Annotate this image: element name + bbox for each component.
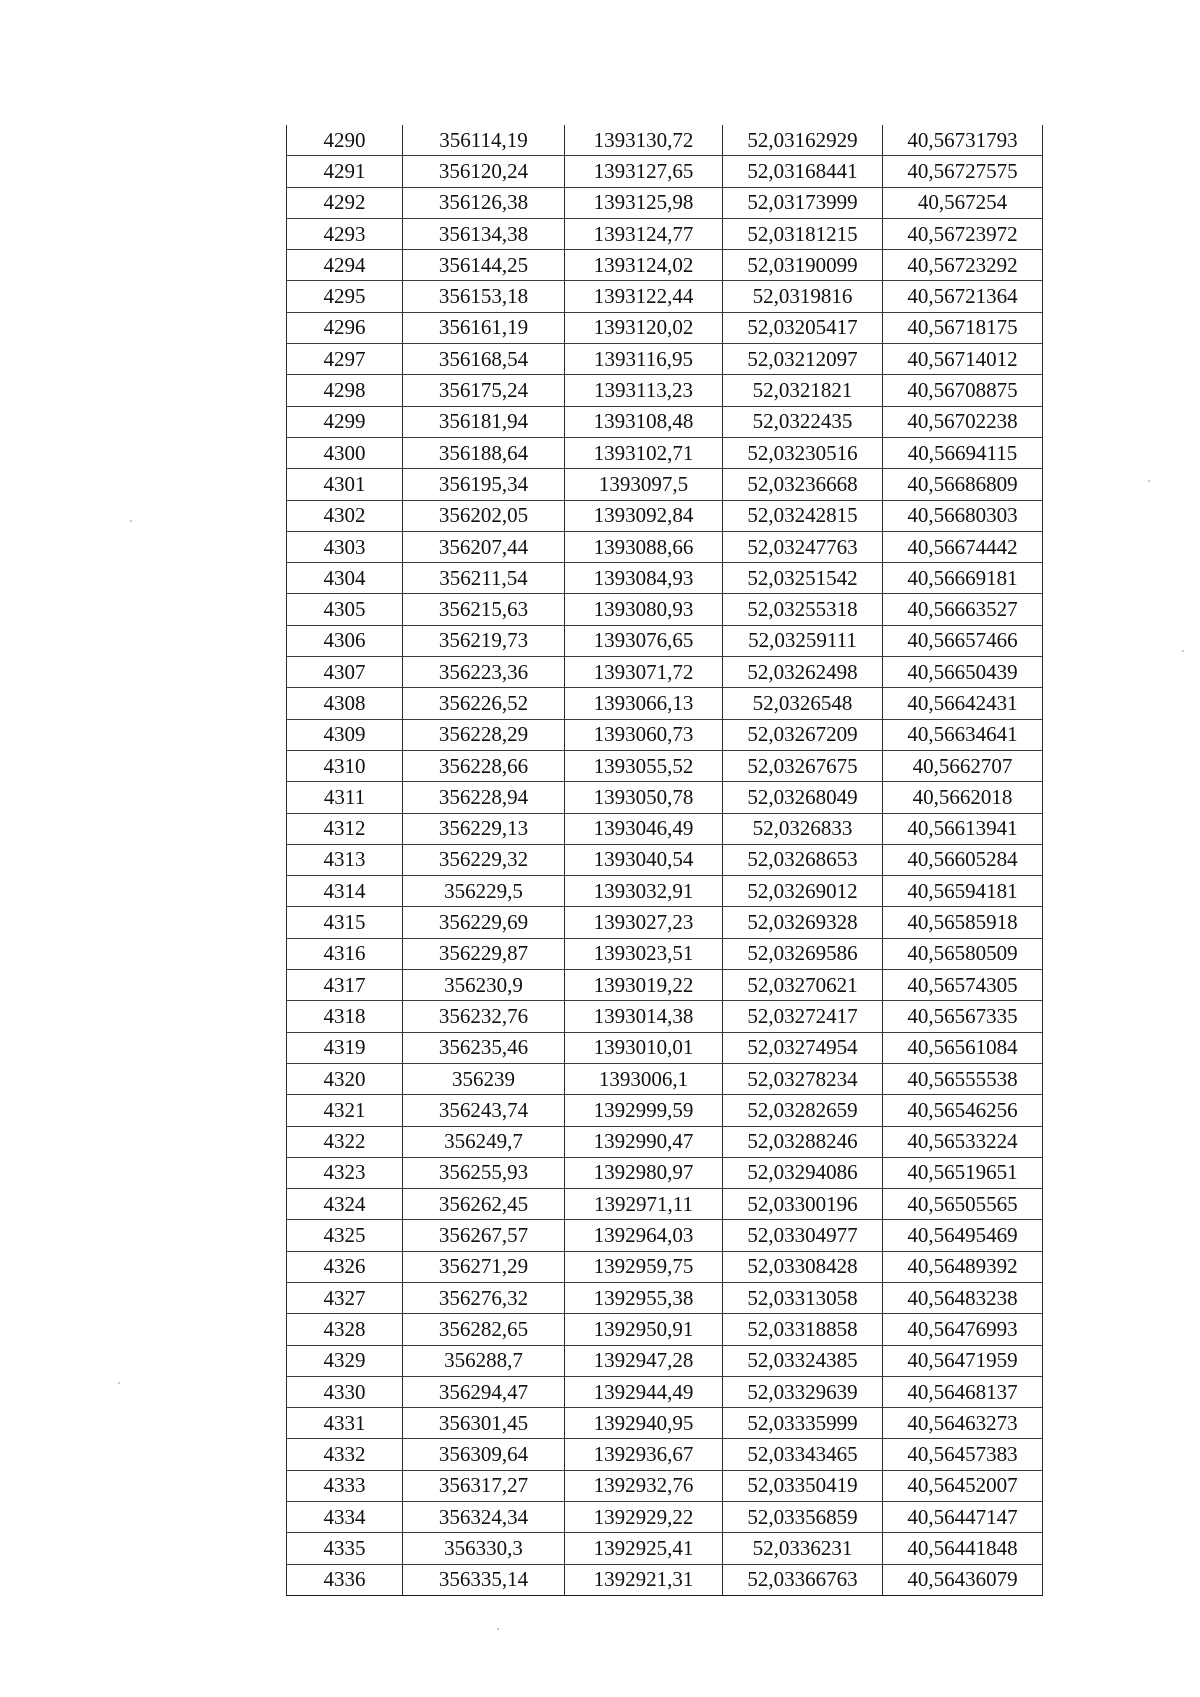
table-row bbox=[287, 1408, 1043, 1439]
latitude-cell: 52,03270621 bbox=[723, 970, 883, 1001]
point-number-cell: 4326 bbox=[287, 1251, 403, 1282]
y-coordinate-cell: 1393092,84 bbox=[565, 500, 723, 531]
longitude-cell: 40,56546256 bbox=[883, 1095, 1043, 1126]
x-coordinate-cell: 356255,93 bbox=[403, 1157, 565, 1188]
x-coordinate-cell: 356114,19 bbox=[403, 125, 565, 156]
y-coordinate-cell: 1393113,23 bbox=[565, 375, 723, 406]
y-coordinate-cell: 1392999,59 bbox=[565, 1095, 723, 1126]
latitude-cell: 52,0336231 bbox=[723, 1533, 883, 1564]
longitude-cell: 40,56441848 bbox=[883, 1533, 1043, 1564]
latitude-cell: 52,03205417 bbox=[723, 312, 883, 343]
table-row bbox=[287, 782, 1043, 813]
y-coordinate-cell: 1393088,66 bbox=[565, 531, 723, 562]
latitude-cell: 52,03268653 bbox=[723, 844, 883, 875]
point-number-cell: 4314 bbox=[287, 876, 403, 907]
x-coordinate-cell: 356175,24 bbox=[403, 375, 565, 406]
point-number-cell: 4304 bbox=[287, 563, 403, 594]
y-coordinate-cell: 1392990,47 bbox=[565, 1126, 723, 1157]
table-row bbox=[287, 594, 1043, 625]
latitude-cell: 52,03343465 bbox=[723, 1439, 883, 1470]
longitude-cell: 40,56686809 bbox=[883, 469, 1043, 500]
point-number-cell: 4312 bbox=[287, 813, 403, 844]
y-coordinate-cell: 1393006,1 bbox=[565, 1063, 723, 1094]
y-coordinate-cell: 1392936,67 bbox=[565, 1439, 723, 1470]
longitude-cell: 40,56642431 bbox=[883, 688, 1043, 719]
table-row bbox=[287, 1126, 1043, 1157]
point-number-cell: 4325 bbox=[287, 1220, 403, 1251]
scan-speck bbox=[1182, 650, 1184, 652]
x-coordinate-cell: 356317,27 bbox=[403, 1470, 565, 1501]
table-row bbox=[287, 1470, 1043, 1501]
point-number-cell: 4335 bbox=[287, 1533, 403, 1564]
table-row bbox=[287, 907, 1043, 938]
point-number-cell: 4327 bbox=[287, 1282, 403, 1313]
y-coordinate-cell: 1393130,72 bbox=[565, 125, 723, 156]
latitude-cell: 52,03267209 bbox=[723, 719, 883, 750]
longitude-cell: 40,56463273 bbox=[883, 1408, 1043, 1439]
y-coordinate-cell: 1392932,76 bbox=[565, 1470, 723, 1501]
longitude-cell: 40,56519651 bbox=[883, 1157, 1043, 1188]
x-coordinate-cell: 356228,94 bbox=[403, 782, 565, 813]
latitude-cell: 52,03181215 bbox=[723, 218, 883, 249]
point-number-cell: 4332 bbox=[287, 1439, 403, 1470]
table-row bbox=[287, 657, 1043, 688]
longitude-cell: 40,56585918 bbox=[883, 907, 1043, 938]
table-row bbox=[287, 563, 1043, 594]
point-number-cell: 4319 bbox=[287, 1032, 403, 1063]
point-number-cell: 4317 bbox=[287, 970, 403, 1001]
x-coordinate-cell: 356324,34 bbox=[403, 1502, 565, 1533]
point-number-cell: 4300 bbox=[287, 437, 403, 468]
longitude-cell: 40,56468137 bbox=[883, 1376, 1043, 1407]
longitude-cell: 40,56476993 bbox=[883, 1314, 1043, 1345]
longitude-cell: 40,56605284 bbox=[883, 844, 1043, 875]
table-row bbox=[287, 156, 1043, 187]
x-coordinate-cell: 356161,19 bbox=[403, 312, 565, 343]
point-number-cell: 4309 bbox=[287, 719, 403, 750]
latitude-cell: 52,03329639 bbox=[723, 1376, 883, 1407]
table-row bbox=[287, 1533, 1043, 1564]
table-row bbox=[287, 437, 1043, 468]
point-number-cell: 4316 bbox=[287, 938, 403, 969]
longitude-cell: 40,56457383 bbox=[883, 1439, 1043, 1470]
x-coordinate-cell: 356229,87 bbox=[403, 938, 565, 969]
table-row bbox=[287, 375, 1043, 406]
scan-speck bbox=[118, 1382, 120, 1384]
point-number-cell: 4302 bbox=[287, 500, 403, 531]
coordinates-table-container bbox=[286, 125, 1042, 1596]
table-row bbox=[287, 876, 1043, 907]
y-coordinate-cell: 1393050,78 bbox=[565, 782, 723, 813]
y-coordinate-cell: 1393019,22 bbox=[565, 970, 723, 1001]
x-coordinate-cell: 356267,57 bbox=[403, 1220, 565, 1251]
y-coordinate-cell: 1392964,03 bbox=[565, 1220, 723, 1251]
longitude-cell: 40,56489392 bbox=[883, 1251, 1043, 1282]
point-number-cell: 4318 bbox=[287, 1001, 403, 1032]
longitude-cell: 40,56634641 bbox=[883, 719, 1043, 750]
y-coordinate-cell: 1393023,51 bbox=[565, 938, 723, 969]
latitude-cell: 52,0326548 bbox=[723, 688, 883, 719]
x-coordinate-cell: 356271,29 bbox=[403, 1251, 565, 1282]
table-row bbox=[287, 125, 1043, 156]
latitude-cell: 52,03350419 bbox=[723, 1470, 883, 1501]
longitude-cell: 40,56714012 bbox=[883, 344, 1043, 375]
x-coordinate-cell: 356288,7 bbox=[403, 1345, 565, 1376]
x-coordinate-cell: 356276,32 bbox=[403, 1282, 565, 1313]
table-row bbox=[287, 1220, 1043, 1251]
table-row bbox=[287, 1063, 1043, 1094]
table-row bbox=[287, 218, 1043, 249]
x-coordinate-cell: 356207,44 bbox=[403, 531, 565, 562]
point-number-cell: 4307 bbox=[287, 657, 403, 688]
table-row bbox=[287, 1282, 1043, 1313]
point-number-cell: 4324 bbox=[287, 1189, 403, 1220]
point-number-cell: 4333 bbox=[287, 1470, 403, 1501]
point-number-cell: 4295 bbox=[287, 281, 403, 312]
x-coordinate-cell: 356229,5 bbox=[403, 876, 565, 907]
x-coordinate-cell: 356229,32 bbox=[403, 844, 565, 875]
longitude-cell: 40,56594181 bbox=[883, 876, 1043, 907]
x-coordinate-cell: 356195,34 bbox=[403, 469, 565, 500]
x-coordinate-cell: 356239 bbox=[403, 1063, 565, 1094]
longitude-cell: 40,56708875 bbox=[883, 375, 1043, 406]
point-number-cell: 4296 bbox=[287, 312, 403, 343]
longitude-cell: 40,56483238 bbox=[883, 1282, 1043, 1313]
x-coordinate-cell: 356134,38 bbox=[403, 218, 565, 249]
table-body bbox=[287, 125, 1043, 1595]
table-row bbox=[287, 344, 1043, 375]
y-coordinate-cell: 1393108,48 bbox=[565, 406, 723, 437]
longitude-cell: 40,56495469 bbox=[883, 1220, 1043, 1251]
latitude-cell: 52,03251542 bbox=[723, 563, 883, 594]
y-coordinate-cell: 1393097,5 bbox=[565, 469, 723, 500]
latitude-cell: 52,03212097 bbox=[723, 344, 883, 375]
latitude-cell: 52,03230516 bbox=[723, 437, 883, 468]
y-coordinate-cell: 1393124,77 bbox=[565, 218, 723, 249]
longitude-cell: 40,56574305 bbox=[883, 970, 1043, 1001]
table-row bbox=[287, 938, 1043, 969]
point-number-cell: 4331 bbox=[287, 1408, 403, 1439]
x-coordinate-cell: 356229,69 bbox=[403, 907, 565, 938]
longitude-cell: 40,56723972 bbox=[883, 218, 1043, 249]
point-number-cell: 4292 bbox=[287, 187, 403, 218]
y-coordinate-cell: 1392940,95 bbox=[565, 1408, 723, 1439]
latitude-cell: 52,03259111 bbox=[723, 625, 883, 656]
latitude-cell: 52,03304977 bbox=[723, 1220, 883, 1251]
longitude-cell: 40,56452007 bbox=[883, 1470, 1043, 1501]
y-coordinate-cell: 1393076,65 bbox=[565, 625, 723, 656]
y-coordinate-cell: 1393125,98 bbox=[565, 187, 723, 218]
latitude-cell: 52,03162929 bbox=[723, 125, 883, 156]
longitude-cell: 40,56650439 bbox=[883, 657, 1043, 688]
point-number-cell: 4336 bbox=[287, 1564, 403, 1595]
x-coordinate-cell: 356229,13 bbox=[403, 813, 565, 844]
longitude-cell: 40,56680303 bbox=[883, 500, 1043, 531]
latitude-cell: 52,03262498 bbox=[723, 657, 883, 688]
y-coordinate-cell: 1392929,22 bbox=[565, 1502, 723, 1533]
table-row bbox=[287, 1095, 1043, 1126]
y-coordinate-cell: 1392944,49 bbox=[565, 1376, 723, 1407]
table-row bbox=[287, 719, 1043, 750]
x-coordinate-cell: 356215,63 bbox=[403, 594, 565, 625]
latitude-cell: 52,0322435 bbox=[723, 406, 883, 437]
longitude-cell: 40,56669181 bbox=[883, 563, 1043, 594]
y-coordinate-cell: 1393120,02 bbox=[565, 312, 723, 343]
latitude-cell: 52,03247763 bbox=[723, 531, 883, 562]
table-row bbox=[287, 1345, 1043, 1376]
y-coordinate-cell: 1393027,23 bbox=[565, 907, 723, 938]
latitude-cell: 52,03269586 bbox=[723, 938, 883, 969]
y-coordinate-cell: 1393055,52 bbox=[565, 750, 723, 781]
y-coordinate-cell: 1392947,28 bbox=[565, 1345, 723, 1376]
point-number-cell: 4329 bbox=[287, 1345, 403, 1376]
longitude-cell: 40,56505565 bbox=[883, 1189, 1043, 1220]
point-number-cell: 4321 bbox=[287, 1095, 403, 1126]
y-coordinate-cell: 1393066,13 bbox=[565, 688, 723, 719]
point-number-cell: 4306 bbox=[287, 625, 403, 656]
x-coordinate-cell: 356144,25 bbox=[403, 250, 565, 281]
latitude-cell: 52,03274954 bbox=[723, 1032, 883, 1063]
latitude-cell: 52,03268049 bbox=[723, 782, 883, 813]
latitude-cell: 52,03282659 bbox=[723, 1095, 883, 1126]
latitude-cell: 52,0319816 bbox=[723, 281, 883, 312]
table-row bbox=[287, 1314, 1043, 1345]
point-number-cell: 4334 bbox=[287, 1502, 403, 1533]
longitude-cell: 40,56561084 bbox=[883, 1032, 1043, 1063]
x-coordinate-cell: 356228,66 bbox=[403, 750, 565, 781]
point-number-cell: 4311 bbox=[287, 782, 403, 813]
scan-speck bbox=[130, 520, 132, 522]
point-number-cell: 4315 bbox=[287, 907, 403, 938]
x-coordinate-cell: 356120,24 bbox=[403, 156, 565, 187]
y-coordinate-cell: 1393127,65 bbox=[565, 156, 723, 187]
longitude-cell: 40,56674442 bbox=[883, 531, 1043, 562]
latitude-cell: 52,03324385 bbox=[723, 1345, 883, 1376]
x-coordinate-cell: 356230,9 bbox=[403, 970, 565, 1001]
table-row bbox=[287, 1376, 1043, 1407]
longitude-cell: 40,56580509 bbox=[883, 938, 1043, 969]
point-number-cell: 4301 bbox=[287, 469, 403, 500]
y-coordinate-cell: 1393046,49 bbox=[565, 813, 723, 844]
longitude-cell: 40,56555538 bbox=[883, 1063, 1043, 1094]
latitude-cell: 52,03255318 bbox=[723, 594, 883, 625]
latitude-cell: 52,03366763 bbox=[723, 1564, 883, 1595]
longitude-cell: 40,56702238 bbox=[883, 406, 1043, 437]
latitude-cell: 52,03318858 bbox=[723, 1314, 883, 1345]
y-coordinate-cell: 1392955,38 bbox=[565, 1282, 723, 1313]
point-number-cell: 4322 bbox=[287, 1126, 403, 1157]
x-coordinate-cell: 356235,46 bbox=[403, 1032, 565, 1063]
longitude-cell: 40,56718175 bbox=[883, 312, 1043, 343]
latitude-cell: 52,03288246 bbox=[723, 1126, 883, 1157]
y-coordinate-cell: 1393010,01 bbox=[565, 1032, 723, 1063]
x-coordinate-cell: 356330,3 bbox=[403, 1533, 565, 1564]
table-row bbox=[287, 469, 1043, 500]
x-coordinate-cell: 356202,05 bbox=[403, 500, 565, 531]
x-coordinate-cell: 356282,65 bbox=[403, 1314, 565, 1345]
latitude-cell: 52,03190099 bbox=[723, 250, 883, 281]
longitude-cell: 40,56533224 bbox=[883, 1126, 1043, 1157]
x-coordinate-cell: 356249,7 bbox=[403, 1126, 565, 1157]
point-number-cell: 4305 bbox=[287, 594, 403, 625]
x-coordinate-cell: 356153,18 bbox=[403, 281, 565, 312]
table-row bbox=[287, 250, 1043, 281]
table-row bbox=[287, 844, 1043, 875]
latitude-cell: 52,03168441 bbox=[723, 156, 883, 187]
longitude-cell: 40,56436079 bbox=[883, 1564, 1043, 1595]
point-number-cell: 4291 bbox=[287, 156, 403, 187]
x-coordinate-cell: 356294,47 bbox=[403, 1376, 565, 1407]
x-coordinate-cell: 356211,54 bbox=[403, 563, 565, 594]
latitude-cell: 52,03335999 bbox=[723, 1408, 883, 1439]
table-row bbox=[287, 1032, 1043, 1063]
point-number-cell: 4308 bbox=[287, 688, 403, 719]
y-coordinate-cell: 1393102,71 bbox=[565, 437, 723, 468]
x-coordinate-cell: 356226,52 bbox=[403, 688, 565, 719]
point-number-cell: 4310 bbox=[287, 750, 403, 781]
table-row bbox=[287, 750, 1043, 781]
table-row bbox=[287, 1564, 1043, 1595]
latitude-cell: 52,0321821 bbox=[723, 375, 883, 406]
y-coordinate-cell: 1393071,72 bbox=[565, 657, 723, 688]
longitude-cell: 40,56727575 bbox=[883, 156, 1043, 187]
y-coordinate-cell: 1393122,44 bbox=[565, 281, 723, 312]
y-coordinate-cell: 1393040,54 bbox=[565, 844, 723, 875]
table-row bbox=[287, 281, 1043, 312]
table-row bbox=[287, 1001, 1043, 1032]
longitude-cell: 40,56723292 bbox=[883, 250, 1043, 281]
x-coordinate-cell: 356335,14 bbox=[403, 1564, 565, 1595]
longitude-cell: 40,56663527 bbox=[883, 594, 1043, 625]
table-row bbox=[287, 406, 1043, 437]
table-row bbox=[287, 813, 1043, 844]
y-coordinate-cell: 1392971,11 bbox=[565, 1189, 723, 1220]
point-number-cell: 4299 bbox=[287, 406, 403, 437]
point-number-cell: 4293 bbox=[287, 218, 403, 249]
table-row bbox=[287, 970, 1043, 1001]
longitude-cell: 40,56567335 bbox=[883, 1001, 1043, 1032]
longitude-cell: 40,567254 bbox=[883, 187, 1043, 218]
y-coordinate-cell: 1393032,91 bbox=[565, 876, 723, 907]
longitude-cell: 40,56721364 bbox=[883, 281, 1043, 312]
x-coordinate-cell: 356228,29 bbox=[403, 719, 565, 750]
point-number-cell: 4313 bbox=[287, 844, 403, 875]
point-number-cell: 4303 bbox=[287, 531, 403, 562]
coordinates-table bbox=[286, 125, 1043, 1596]
longitude-cell: 40,56694115 bbox=[883, 437, 1043, 468]
x-coordinate-cell: 356309,64 bbox=[403, 1439, 565, 1470]
y-coordinate-cell: 1392925,41 bbox=[565, 1533, 723, 1564]
longitude-cell: 40,56447147 bbox=[883, 1502, 1043, 1533]
point-number-cell: 4328 bbox=[287, 1314, 403, 1345]
y-coordinate-cell: 1393124,02 bbox=[565, 250, 723, 281]
point-number-cell: 4298 bbox=[287, 375, 403, 406]
latitude-cell: 52,03267675 bbox=[723, 750, 883, 781]
table-row bbox=[287, 500, 1043, 531]
table-row bbox=[287, 1157, 1043, 1188]
latitude-cell: 52,03272417 bbox=[723, 1001, 883, 1032]
longitude-cell: 40,56471959 bbox=[883, 1345, 1043, 1376]
scan-speck bbox=[497, 1628, 499, 1630]
point-number-cell: 4297 bbox=[287, 344, 403, 375]
latitude-cell: 52,03313058 bbox=[723, 1282, 883, 1313]
longitude-cell: 40,5662707 bbox=[883, 750, 1043, 781]
y-coordinate-cell: 1393116,95 bbox=[565, 344, 723, 375]
longitude-cell: 40,56731793 bbox=[883, 125, 1043, 156]
y-coordinate-cell: 1392921,31 bbox=[565, 1564, 723, 1595]
latitude-cell: 52,03242815 bbox=[723, 500, 883, 531]
latitude-cell: 52,03278234 bbox=[723, 1063, 883, 1094]
y-coordinate-cell: 1392950,91 bbox=[565, 1314, 723, 1345]
latitude-cell: 52,03294086 bbox=[723, 1157, 883, 1188]
x-coordinate-cell: 356262,45 bbox=[403, 1189, 565, 1220]
y-coordinate-cell: 1392959,75 bbox=[565, 1251, 723, 1282]
y-coordinate-cell: 1393084,93 bbox=[565, 563, 723, 594]
x-coordinate-cell: 356126,38 bbox=[403, 187, 565, 218]
latitude-cell: 52,03173999 bbox=[723, 187, 883, 218]
x-coordinate-cell: 356232,76 bbox=[403, 1001, 565, 1032]
table-row bbox=[287, 625, 1043, 656]
point-number-cell: 4323 bbox=[287, 1157, 403, 1188]
table-row bbox=[287, 688, 1043, 719]
table-row bbox=[287, 1439, 1043, 1470]
table-row bbox=[287, 312, 1043, 343]
table-row bbox=[287, 187, 1043, 218]
point-number-cell: 4330 bbox=[287, 1376, 403, 1407]
latitude-cell: 52,0326833 bbox=[723, 813, 883, 844]
latitude-cell: 52,03269012 bbox=[723, 876, 883, 907]
latitude-cell: 52,03356859 bbox=[723, 1502, 883, 1533]
x-coordinate-cell: 356223,36 bbox=[403, 657, 565, 688]
point-number-cell: 4320 bbox=[287, 1063, 403, 1094]
y-coordinate-cell: 1392980,97 bbox=[565, 1157, 723, 1188]
x-coordinate-cell: 356168,54 bbox=[403, 344, 565, 375]
x-coordinate-cell: 356181,94 bbox=[403, 406, 565, 437]
latitude-cell: 52,03308428 bbox=[723, 1251, 883, 1282]
point-number-cell: 4294 bbox=[287, 250, 403, 281]
y-coordinate-cell: 1393080,93 bbox=[565, 594, 723, 625]
longitude-cell: 40,56613941 bbox=[883, 813, 1043, 844]
y-coordinate-cell: 1393060,73 bbox=[565, 719, 723, 750]
longitude-cell: 40,5662018 bbox=[883, 782, 1043, 813]
x-coordinate-cell: 356219,73 bbox=[403, 625, 565, 656]
latitude-cell: 52,03236668 bbox=[723, 469, 883, 500]
table-row bbox=[287, 531, 1043, 562]
latitude-cell: 52,03269328 bbox=[723, 907, 883, 938]
scan-speck bbox=[1148, 480, 1150, 482]
table-row bbox=[287, 1189, 1043, 1220]
longitude-cell: 40,56657466 bbox=[883, 625, 1043, 656]
table-row bbox=[287, 1251, 1043, 1282]
x-coordinate-cell: 356301,45 bbox=[403, 1408, 565, 1439]
x-coordinate-cell: 356243,74 bbox=[403, 1095, 565, 1126]
y-coordinate-cell: 1393014,38 bbox=[565, 1001, 723, 1032]
point-number-cell: 4290 bbox=[287, 125, 403, 156]
x-coordinate-cell: 356188,64 bbox=[403, 437, 565, 468]
table-row bbox=[287, 1502, 1043, 1533]
latitude-cell: 52,03300196 bbox=[723, 1189, 883, 1220]
